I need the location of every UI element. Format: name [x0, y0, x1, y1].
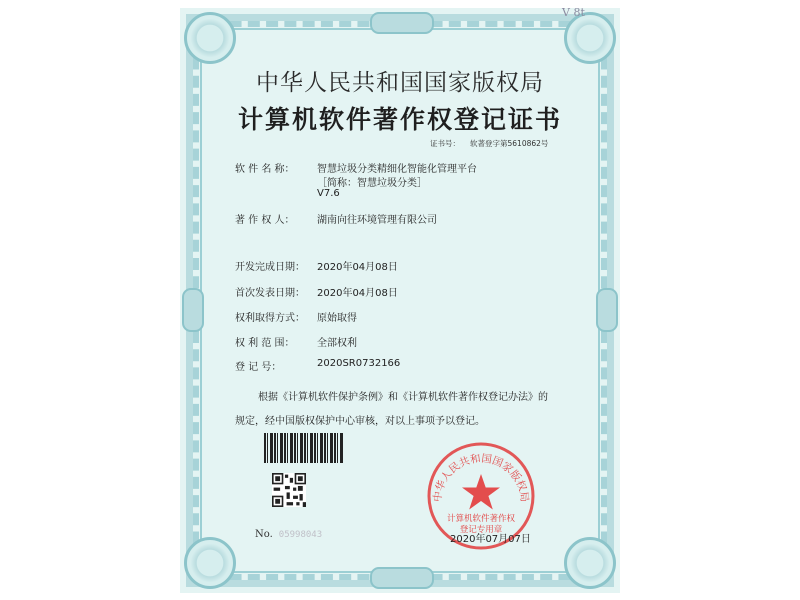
- qr-code-icon: [272, 473, 306, 507]
- field-value: 2020SR0732166: [317, 358, 401, 369]
- field-label: 权 利 范 围：: [235, 338, 295, 349]
- field-software-short-name: [235, 174, 427, 189]
- border-ornament-icon: [370, 12, 434, 34]
- field-value: 2020年04月08日: [317, 288, 398, 299]
- field-registration-number: [235, 358, 401, 373]
- field-label: 权利取得方式：: [235, 313, 305, 324]
- field-value: 湖南向往环境管理有限公司: [317, 215, 437, 226]
- seal-inner-text-1: 计算机软件著作权: [446, 514, 516, 524]
- issue-date: 2020年07月07日: [450, 534, 531, 545]
- field-value: 智慧垃圾分类精细化智能化管理平台: [317, 164, 477, 175]
- field-label: 开发完成日期：: [235, 262, 305, 273]
- corner-ornament-icon: [564, 537, 616, 589]
- serial-label: No.: [255, 529, 273, 540]
- certificate-title: 计算机软件著作权登记证书: [237, 105, 562, 134]
- border-ornament-icon: [182, 288, 204, 332]
- issuer-title: 中华人民共和国国家版权局: [256, 70, 544, 96]
- field-publication-date: [235, 284, 398, 299]
- serial-value: 05998043: [278, 530, 323, 540]
- corner-ornament-icon: [184, 12, 236, 64]
- border-ornament-icon: [370, 567, 434, 589]
- corner-ornament-icon: [564, 12, 616, 64]
- field-software-name: [235, 160, 477, 175]
- field-value: 全部权利: [317, 338, 357, 349]
- field-label: 著 作 权 人：: [235, 215, 295, 226]
- serial-number: [255, 529, 322, 540]
- field-value: 2020年04月08日: [317, 262, 398, 273]
- certificate-number-value: 软著登字第5610862号: [470, 139, 549, 148]
- handwritten-note: V 8t: [562, 6, 585, 19]
- field-software-version: [235, 188, 340, 199]
- corner-ornament-icon: [184, 537, 236, 589]
- seal-inner-text-2: 登记专用章: [459, 525, 503, 535]
- statement-line-1: 根据《计算机软件保护条例》和《计算机软件著作权登记办法》的: [258, 392, 548, 403]
- field-rights-scope: [235, 334, 357, 349]
- seal-star-icon: [462, 474, 500, 510]
- field-completion-date: [235, 258, 398, 273]
- barcode-icon: [264, 433, 344, 463]
- statement-line-2: 规定，经中国版权保护中心审核，对以上事项予以登记。: [235, 416, 485, 427]
- field-copyright-owner: [235, 211, 437, 226]
- certificate: [180, 8, 620, 593]
- certificate-number-label: 证书号：: [430, 139, 460, 148]
- certificate-number: [430, 138, 558, 149]
- field-value: V7.6: [317, 188, 340, 199]
- field-value: ［简称：智慧垃圾分类］: [317, 178, 427, 189]
- border-ornament-icon: [596, 288, 618, 332]
- field-label: 软 件 名 称：: [235, 164, 295, 175]
- field-label: 首次发表日期：: [235, 288, 305, 299]
- field-label: 登 记 号：: [235, 362, 282, 373]
- field-acquisition-method: [235, 309, 357, 324]
- field-value: 原始取得: [317, 313, 357, 324]
- seal-outer-text: 中华人民共和国国家版权局: [431, 452, 531, 503]
